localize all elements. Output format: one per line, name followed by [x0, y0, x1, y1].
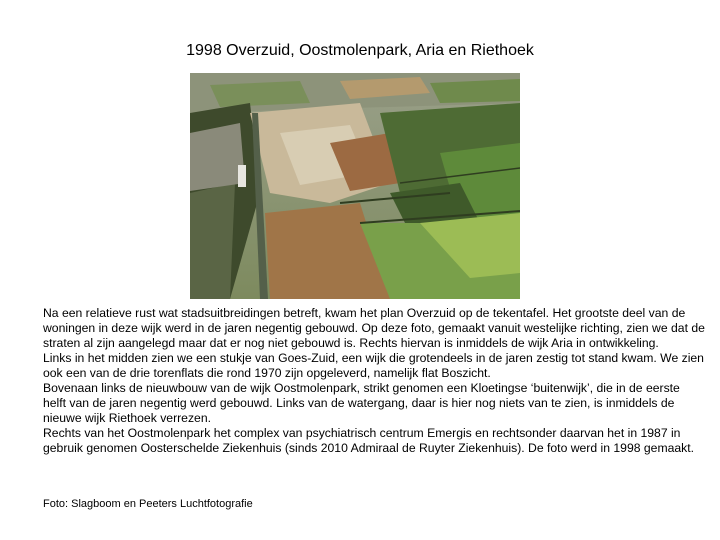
- paragraph: Bovenaan links de nieuwbouw van de wijk Oostmolenpark, strikt genomen een Kloetingse ‘buitenwijk’, die in de eerste helft van de jaren negentig werd gebouwd. Links van de watergang, daar is hier nog niets van te zien, is inmiddels de nieuwe wijk Riethoek verrezen.: [43, 381, 680, 425]
- aerial-photo: [190, 73, 520, 299]
- photo-credit: Foto: Slagboom en Peeters Luchtfotografie: [43, 498, 253, 510]
- paragraph: Links in het midden zien we een stukje van Goes-Zuid, een wijk die grotendeels in de jaren zestig tot stand kwam. We zien ook een van de drie torenflats die rond 1970 zijn opgeleverd, namelijk flat Boszicht.: [43, 351, 704, 380]
- paragraph: Na een relatieve rust wat stadsuitbreidingen betreft, kwam het plan Overzuid op de tekentafel. Het grootste deel van de woningen in deze wijk werd in de jaren negentig gebouwd. Op deze foto, gemaakt vanuit westelijke richting, zien we dat de straten al zijn aangelegd maar dat er nog niet gebouwd is. Rechts hiervan is inmiddels de wijk Aria in ontwikkeling.: [43, 306, 705, 350]
- paragraph: Rechts van het Oostmolenpark het complex van psychiatrisch centrum Emergis en rechtsonder daarvan het in 1987 in gebruik genomen Oosterschelde Ziekenhuis (sinds 2010 Admiraal de Ruyter Ziekenhuis). De foto werd in 1998 gemaakt.: [43, 426, 695, 455]
- slide-title: 1998 Overzuid, Oostmolenpark, Aria en Riethoek: [186, 42, 534, 59]
- description-text: [43, 306, 705, 456]
